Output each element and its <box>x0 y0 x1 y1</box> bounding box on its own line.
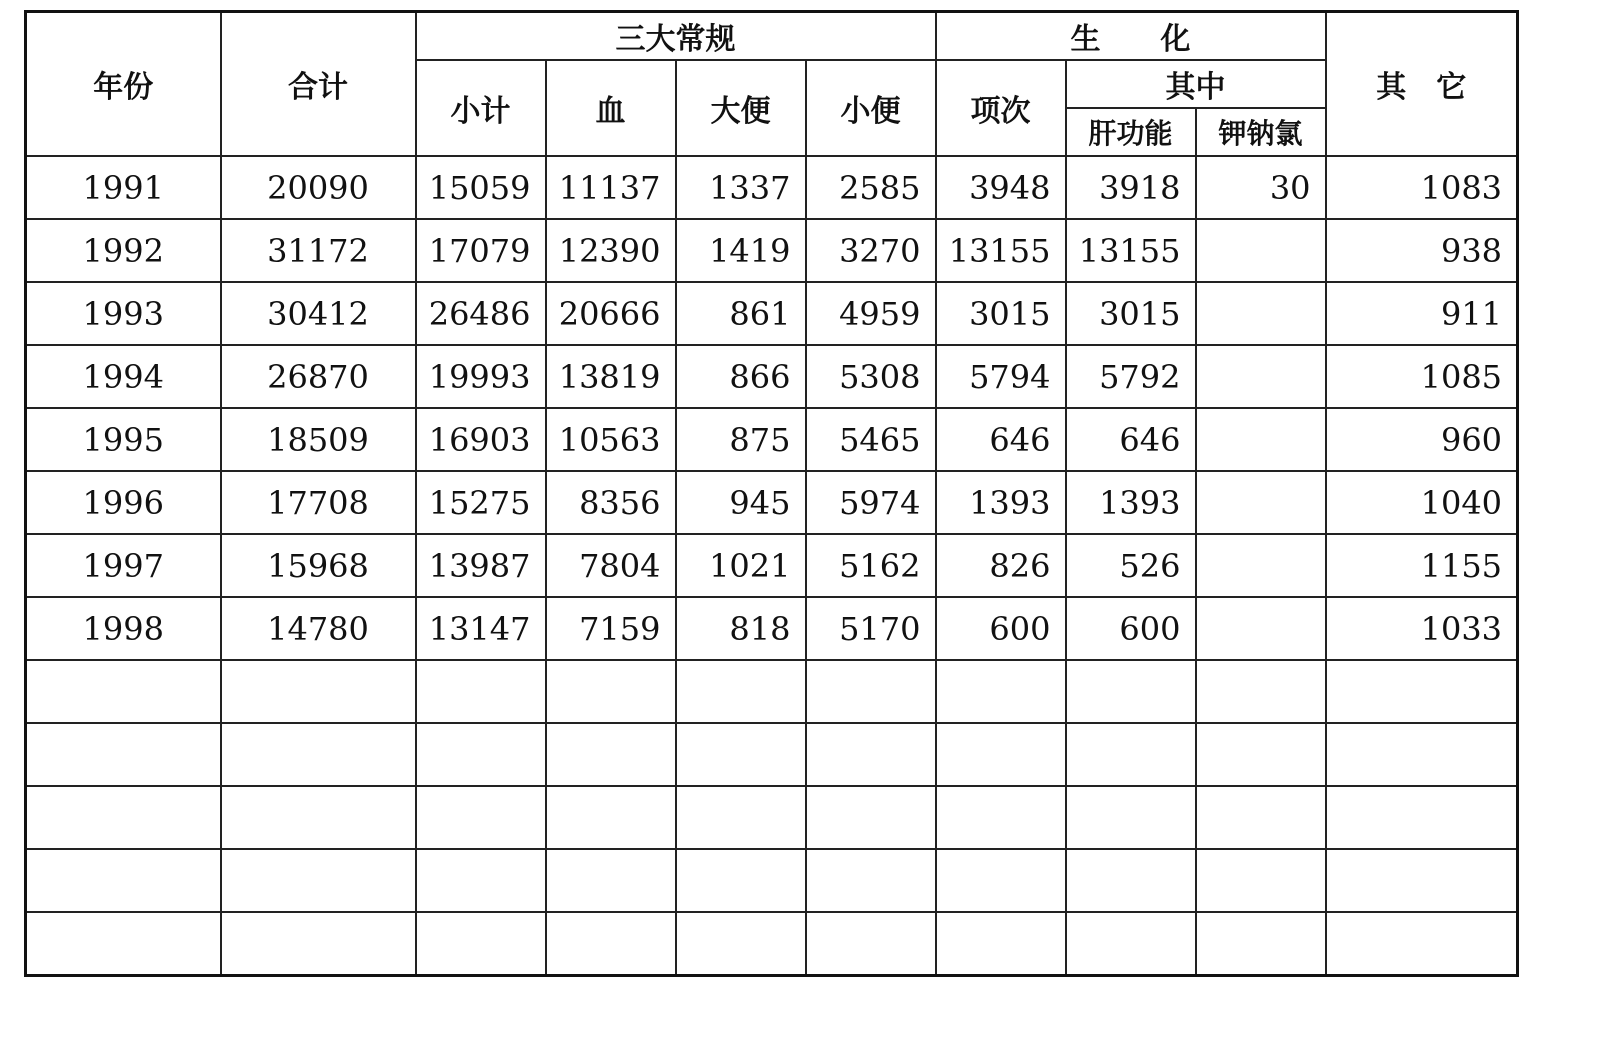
cell-biochem-liver <box>1066 912 1196 976</box>
cell-routine-blood: 10563 <box>546 408 676 471</box>
cell-biochem-liver <box>1066 849 1196 912</box>
cell-year: 1994 <box>26 345 221 408</box>
cell-biochem-liver: 13155 <box>1066 219 1196 282</box>
cell-routine-urine <box>806 660 936 723</box>
cell-routine-subtotal: 26486 <box>416 282 546 345</box>
cell-routine-subtotal <box>416 660 546 723</box>
header-biochem-items: 项次 <box>936 60 1066 156</box>
cell-year <box>26 849 221 912</box>
header-biochem-liver: 肝功能 <box>1066 108 1196 156</box>
cell-biochem-electrolyte <box>1196 786 1326 849</box>
cell-routine-urine <box>806 723 936 786</box>
cell-other: 1040 <box>1326 471 1518 534</box>
cell-routine-subtotal <box>416 786 546 849</box>
cell-routine-blood <box>546 786 676 849</box>
cell-biochem-liver <box>1066 660 1196 723</box>
cell-routine-stool: 861 <box>676 282 806 345</box>
cell-routine-subtotal: 13147 <box>416 597 546 660</box>
cell-routine-urine <box>806 849 936 912</box>
table-row <box>26 534 1518 597</box>
cell-routine-blood: 8356 <box>546 471 676 534</box>
header-routine-blood: 血 <box>546 60 676 156</box>
cell-other: 911 <box>1326 282 1518 345</box>
cell-routine-blood: 11137 <box>546 156 676 219</box>
cell-other: 1155 <box>1326 534 1518 597</box>
table-row <box>26 597 1518 660</box>
cell-total: 18509 <box>221 408 416 471</box>
cell-year: 1995 <box>26 408 221 471</box>
cell-routine-stool: 866 <box>676 345 806 408</box>
cell-total <box>221 786 416 849</box>
cell-biochem-electrolyte <box>1196 597 1326 660</box>
cell-total <box>221 723 416 786</box>
cell-biochem-items <box>936 849 1066 912</box>
header-biochem-among: 其中 <box>1066 60 1326 108</box>
cell-routine-stool: 945 <box>676 471 806 534</box>
cell-biochem-items: 3015 <box>936 282 1066 345</box>
cell-biochem-items: 646 <box>936 408 1066 471</box>
cell-biochem-liver: 600 <box>1066 597 1196 660</box>
cell-other <box>1326 723 1518 786</box>
cell-biochem-electrolyte <box>1196 282 1326 345</box>
cell-other <box>1326 849 1518 912</box>
cell-biochem-liver: 3015 <box>1066 282 1196 345</box>
cell-total: 26870 <box>221 345 416 408</box>
cell-routine-stool: 818 <box>676 597 806 660</box>
cell-biochem-items: 3948 <box>936 156 1066 219</box>
cell-year <box>26 723 221 786</box>
cell-routine-subtotal: 17079 <box>416 219 546 282</box>
cell-total <box>221 849 416 912</box>
header-routine-subtotal: 小计 <box>416 60 546 156</box>
cell-total: 14780 <box>221 597 416 660</box>
cell-routine-stool <box>676 912 806 976</box>
cell-routine-blood <box>546 849 676 912</box>
cell-routine-stool <box>676 849 806 912</box>
cell-biochem-electrolyte <box>1196 849 1326 912</box>
cell-biochem-items <box>936 786 1066 849</box>
cell-routine-subtotal: 15275 <box>416 471 546 534</box>
cell-year: 1998 <box>26 597 221 660</box>
cell-year <box>26 786 221 849</box>
cell-routine-urine: 5170 <box>806 597 936 660</box>
table-row <box>26 282 1518 345</box>
cell-routine-blood: 12390 <box>546 219 676 282</box>
cell-routine-subtotal: 13987 <box>416 534 546 597</box>
cell-total: 31172 <box>221 219 416 282</box>
document-page <box>24 10 1519 977</box>
header-routine-urine: 小便 <box>806 60 936 156</box>
header-other: 其 它 <box>1326 12 1518 157</box>
cell-total <box>221 912 416 976</box>
table-row <box>26 471 1518 534</box>
cell-routine-urine: 4959 <box>806 282 936 345</box>
cell-biochem-items <box>936 723 1066 786</box>
header-routine-stool: 大便 <box>676 60 806 156</box>
cell-routine-blood <box>546 723 676 786</box>
header-year: 年份 <box>26 12 221 157</box>
cell-year <box>26 912 221 976</box>
table-row <box>26 408 1518 471</box>
cell-total: 15968 <box>221 534 416 597</box>
header-biochem-group: 生 化 <box>936 12 1326 61</box>
cell-routine-urine <box>806 786 936 849</box>
cell-biochem-electrolyte <box>1196 534 1326 597</box>
cell-routine-urine: 2585 <box>806 156 936 219</box>
cell-biochem-electrolyte <box>1196 660 1326 723</box>
cell-other: 938 <box>1326 219 1518 282</box>
table-row <box>26 912 1518 976</box>
cell-biochem-electrolyte <box>1196 345 1326 408</box>
cell-biochem-electrolyte <box>1196 471 1326 534</box>
cell-biochem-electrolyte <box>1196 219 1326 282</box>
cell-biochem-items: 1393 <box>936 471 1066 534</box>
cell-year: 1993 <box>26 282 221 345</box>
cell-other: 1033 <box>1326 597 1518 660</box>
cell-biochem-items: 13155 <box>936 219 1066 282</box>
cell-biochem-liver <box>1066 786 1196 849</box>
cell-biochem-electrolyte: 30 <box>1196 156 1326 219</box>
cell-routine-blood: 7159 <box>546 597 676 660</box>
cell-biochem-electrolyte <box>1196 723 1326 786</box>
cell-routine-urine: 5974 <box>806 471 936 534</box>
table-row <box>26 723 1518 786</box>
cell-routine-stool: 1419 <box>676 219 806 282</box>
cell-routine-urine: 5308 <box>806 345 936 408</box>
cell-routine-urine: 3270 <box>806 219 936 282</box>
table-row <box>26 345 1518 408</box>
table-header <box>26 12 1518 157</box>
header-routine-group: 三大常规 <box>416 12 936 61</box>
cell-routine-urine: 5465 <box>806 408 936 471</box>
table-body <box>26 156 1518 976</box>
cell-routine-stool <box>676 786 806 849</box>
cell-other <box>1326 786 1518 849</box>
cell-year <box>26 660 221 723</box>
cell-total: 30412 <box>221 282 416 345</box>
cell-other <box>1326 660 1518 723</box>
table-row <box>26 219 1518 282</box>
cell-biochem-electrolyte <box>1196 408 1326 471</box>
cell-routine-subtotal <box>416 723 546 786</box>
cell-total <box>221 660 416 723</box>
cell-routine-subtotal <box>416 849 546 912</box>
table-row <box>26 786 1518 849</box>
cell-total: 20090 <box>221 156 416 219</box>
cell-total: 17708 <box>221 471 416 534</box>
cell-biochem-items <box>936 660 1066 723</box>
cell-biochem-liver: 646 <box>1066 408 1196 471</box>
cell-biochem-items: 5794 <box>936 345 1066 408</box>
cell-other: 1085 <box>1326 345 1518 408</box>
cell-routine-stool: 1337 <box>676 156 806 219</box>
cell-routine-blood: 13819 <box>546 345 676 408</box>
cell-year: 1991 <box>26 156 221 219</box>
table-row <box>26 156 1518 219</box>
table-row <box>26 849 1518 912</box>
cell-biochem-liver: 3918 <box>1066 156 1196 219</box>
header-total: 合计 <box>221 12 416 157</box>
cell-routine-subtotal: 19993 <box>416 345 546 408</box>
cell-routine-subtotal <box>416 912 546 976</box>
cell-routine-subtotal: 15059 <box>416 156 546 219</box>
cell-other: 1083 <box>1326 156 1518 219</box>
cell-routine-subtotal: 16903 <box>416 408 546 471</box>
cell-routine-urine: 5162 <box>806 534 936 597</box>
table-row <box>26 660 1518 723</box>
cell-routine-blood: 7804 <box>546 534 676 597</box>
cell-biochem-liver: 1393 <box>1066 471 1196 534</box>
cell-year: 1997 <box>26 534 221 597</box>
cell-routine-stool: 1021 <box>676 534 806 597</box>
cell-biochem-items <box>936 912 1066 976</box>
cell-biochem-electrolyte <box>1196 912 1326 976</box>
cell-biochem-items: 600 <box>936 597 1066 660</box>
header-biochem-electrolyte: 钾钠氯 <box>1196 108 1326 156</box>
cell-routine-stool <box>676 723 806 786</box>
cell-year: 1992 <box>26 219 221 282</box>
cell-other: 960 <box>1326 408 1518 471</box>
cell-biochem-liver: 526 <box>1066 534 1196 597</box>
cell-biochem-items: 826 <box>936 534 1066 597</box>
lab-statistics-table <box>24 10 1519 977</box>
header-row-1 <box>26 12 1518 61</box>
cell-routine-stool: 875 <box>676 408 806 471</box>
cell-routine-blood: 20666 <box>546 282 676 345</box>
cell-biochem-liver: 5792 <box>1066 345 1196 408</box>
cell-routine-blood <box>546 912 676 976</box>
cell-year: 1996 <box>26 471 221 534</box>
cell-biochem-liver <box>1066 723 1196 786</box>
cell-routine-stool <box>676 660 806 723</box>
cell-routine-urine <box>806 912 936 976</box>
cell-routine-blood <box>546 660 676 723</box>
cell-other <box>1326 912 1518 976</box>
